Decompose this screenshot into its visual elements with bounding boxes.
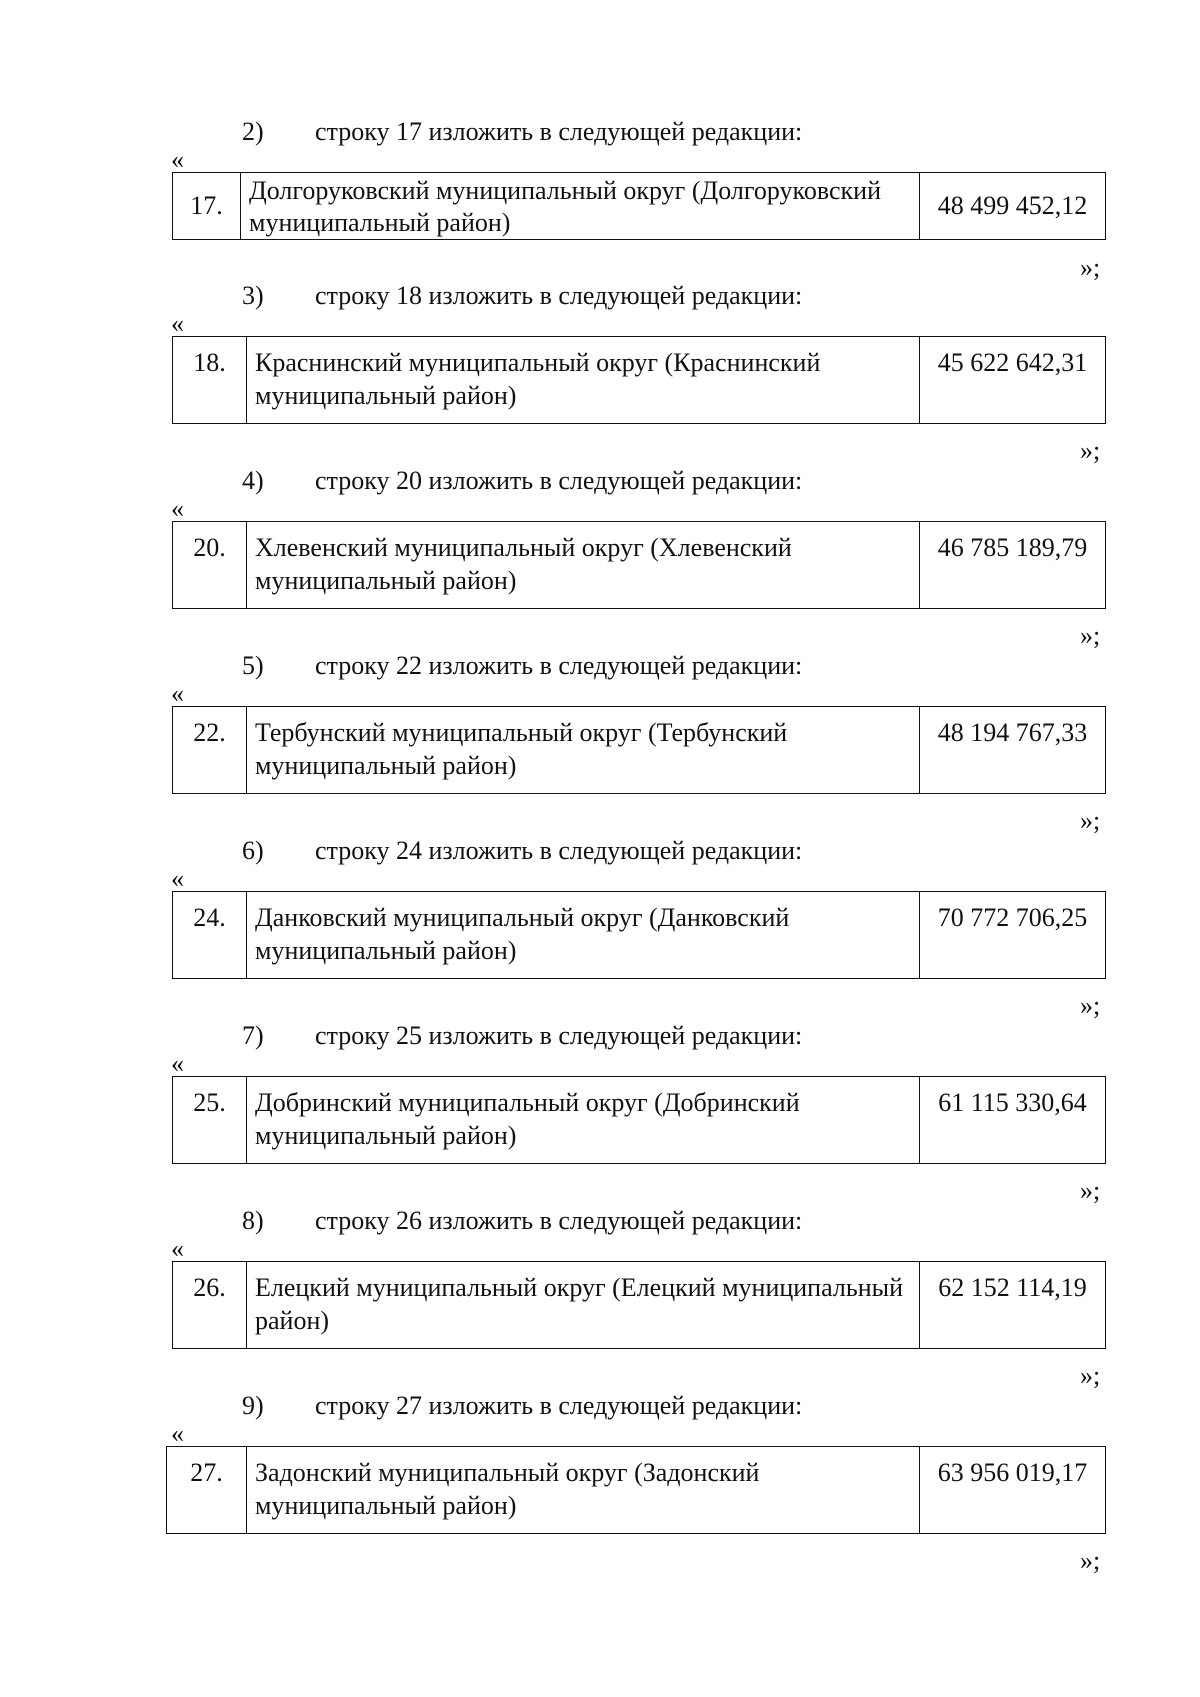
instruction-text: строку 17 изложить в следующей редакции:	[315, 117, 803, 146]
instruction-text: строку 20 изложить в следующей редакции:	[315, 466, 803, 495]
instruction-number: 4)	[242, 466, 264, 495]
instruction-text: строку 26 изложить в следующей редакции:	[315, 1206, 803, 1235]
district-name-cell: Данковский муниципальный округ (Данковский муниципальный район)	[255, 903, 790, 965]
instruction-text: строку 25 изложить в следующей редакции:	[315, 1021, 803, 1050]
amount-cell: 61 115 330,64	[919, 1077, 1105, 1163]
opening-quote: «	[171, 309, 184, 338]
amount-cell: 46 785 189,79	[919, 522, 1105, 608]
instruction-line	[242, 1388, 802, 1424]
table-row	[172, 336, 1106, 424]
table-row	[172, 172, 1106, 240]
instruction-line	[242, 833, 802, 869]
opening-quote: «	[171, 1234, 184, 1263]
instruction-line	[242, 648, 802, 684]
opening-quote: «	[171, 494, 184, 523]
instruction-number: 6)	[242, 836, 264, 865]
opening-quote: «	[171, 1049, 184, 1078]
closing-quote: »;	[1080, 991, 1101, 1020]
instruction-line	[242, 463, 802, 499]
instruction-text: строку 18 изложить в следующей редакции:	[315, 281, 803, 310]
table-row	[172, 891, 1106, 979]
district-name-cell: Задонский муниципальный округ (Задонский муниципальный район)	[255, 1458, 760, 1520]
closing-quote: »;	[1080, 436, 1101, 465]
instruction-number: 5)	[242, 651, 264, 680]
instruction-line	[242, 1018, 802, 1054]
instruction-line	[242, 114, 802, 150]
closing-quote: »;	[1080, 253, 1101, 282]
amount-cell: 63 956 019,17	[919, 1447, 1105, 1533]
instruction-number: 3)	[242, 281, 264, 310]
amendment-block	[0, 648, 1200, 835]
amendment-block	[0, 114, 1200, 284]
row-number-cell: 24.	[173, 892, 247, 978]
row-number-cell: 17.	[173, 173, 241, 239]
closing-quote: »;	[1080, 621, 1101, 650]
opening-quote: «	[171, 1419, 184, 1448]
instruction-line	[242, 1203, 802, 1239]
instruction-number: 9)	[242, 1391, 264, 1420]
amendment-block	[0, 1203, 1200, 1390]
amendment-block	[0, 833, 1200, 1020]
row-number-cell: 20.	[173, 522, 247, 608]
instruction-number: 2)	[242, 117, 264, 146]
amendment-block	[0, 278, 1200, 465]
opening-quote: «	[171, 145, 184, 174]
instruction-number: 8)	[242, 1206, 264, 1235]
amount-cell: 48 194 767,33	[919, 707, 1105, 793]
table-row	[166, 1446, 1106, 1534]
district-name-cell: Тербунский муниципальный округ (Тербунский муниципальный район)	[255, 718, 788, 780]
amount-cell: 70 772 706,25	[919, 892, 1105, 978]
closing-quote: »;	[1080, 1546, 1101, 1575]
row-number-cell: 18.	[173, 337, 247, 423]
district-name-cell: Краснинский муниципальный округ (Краснинский муниципальный район)	[255, 348, 821, 410]
table-row	[172, 521, 1106, 609]
instruction-text: строку 22 изложить в следующей редакции:	[315, 651, 803, 680]
row-number-cell: 25.	[173, 1077, 247, 1163]
table-row	[172, 706, 1106, 794]
amendment-block	[0, 1388, 1200, 1575]
opening-quote: «	[171, 864, 184, 893]
table-row	[172, 1076, 1106, 1164]
row-number-cell: 26.	[173, 1262, 247, 1348]
district-name-cell: Долгоруковский муниципальный округ (Долгоруковский муниципальный район)	[249, 176, 881, 237]
closing-quote: »;	[1080, 806, 1101, 835]
amount-cell: 48 499 452,12	[919, 173, 1105, 239]
closing-quote: »;	[1080, 1176, 1101, 1205]
table-row	[172, 1261, 1106, 1349]
amendment-block	[0, 463, 1200, 650]
amount-cell: 45 622 642,31	[919, 337, 1105, 423]
closing-quote: »;	[1080, 1361, 1101, 1390]
district-name-cell: Елецкий муниципальный округ (Елецкий муниципальный район)	[255, 1273, 903, 1335]
opening-quote: «	[171, 679, 184, 708]
district-name-cell: Добринский муниципальный округ (Добринский муниципальный район)	[255, 1088, 800, 1150]
row-number-cell: 27.	[167, 1447, 247, 1533]
district-name-cell: Хлевенский муниципальный округ (Хлевенский муниципальный район)	[255, 533, 792, 595]
instruction-number: 7)	[242, 1021, 264, 1050]
instruction-line	[242, 278, 802, 314]
amount-cell: 62 152 114,19	[919, 1262, 1105, 1348]
amendment-block	[0, 1018, 1200, 1205]
row-number-cell: 22.	[173, 707, 247, 793]
instruction-text: строку 24 изложить в следующей редакции:	[315, 836, 803, 865]
instruction-text: строку 27 изложить в следующей редакции:	[315, 1391, 803, 1420]
